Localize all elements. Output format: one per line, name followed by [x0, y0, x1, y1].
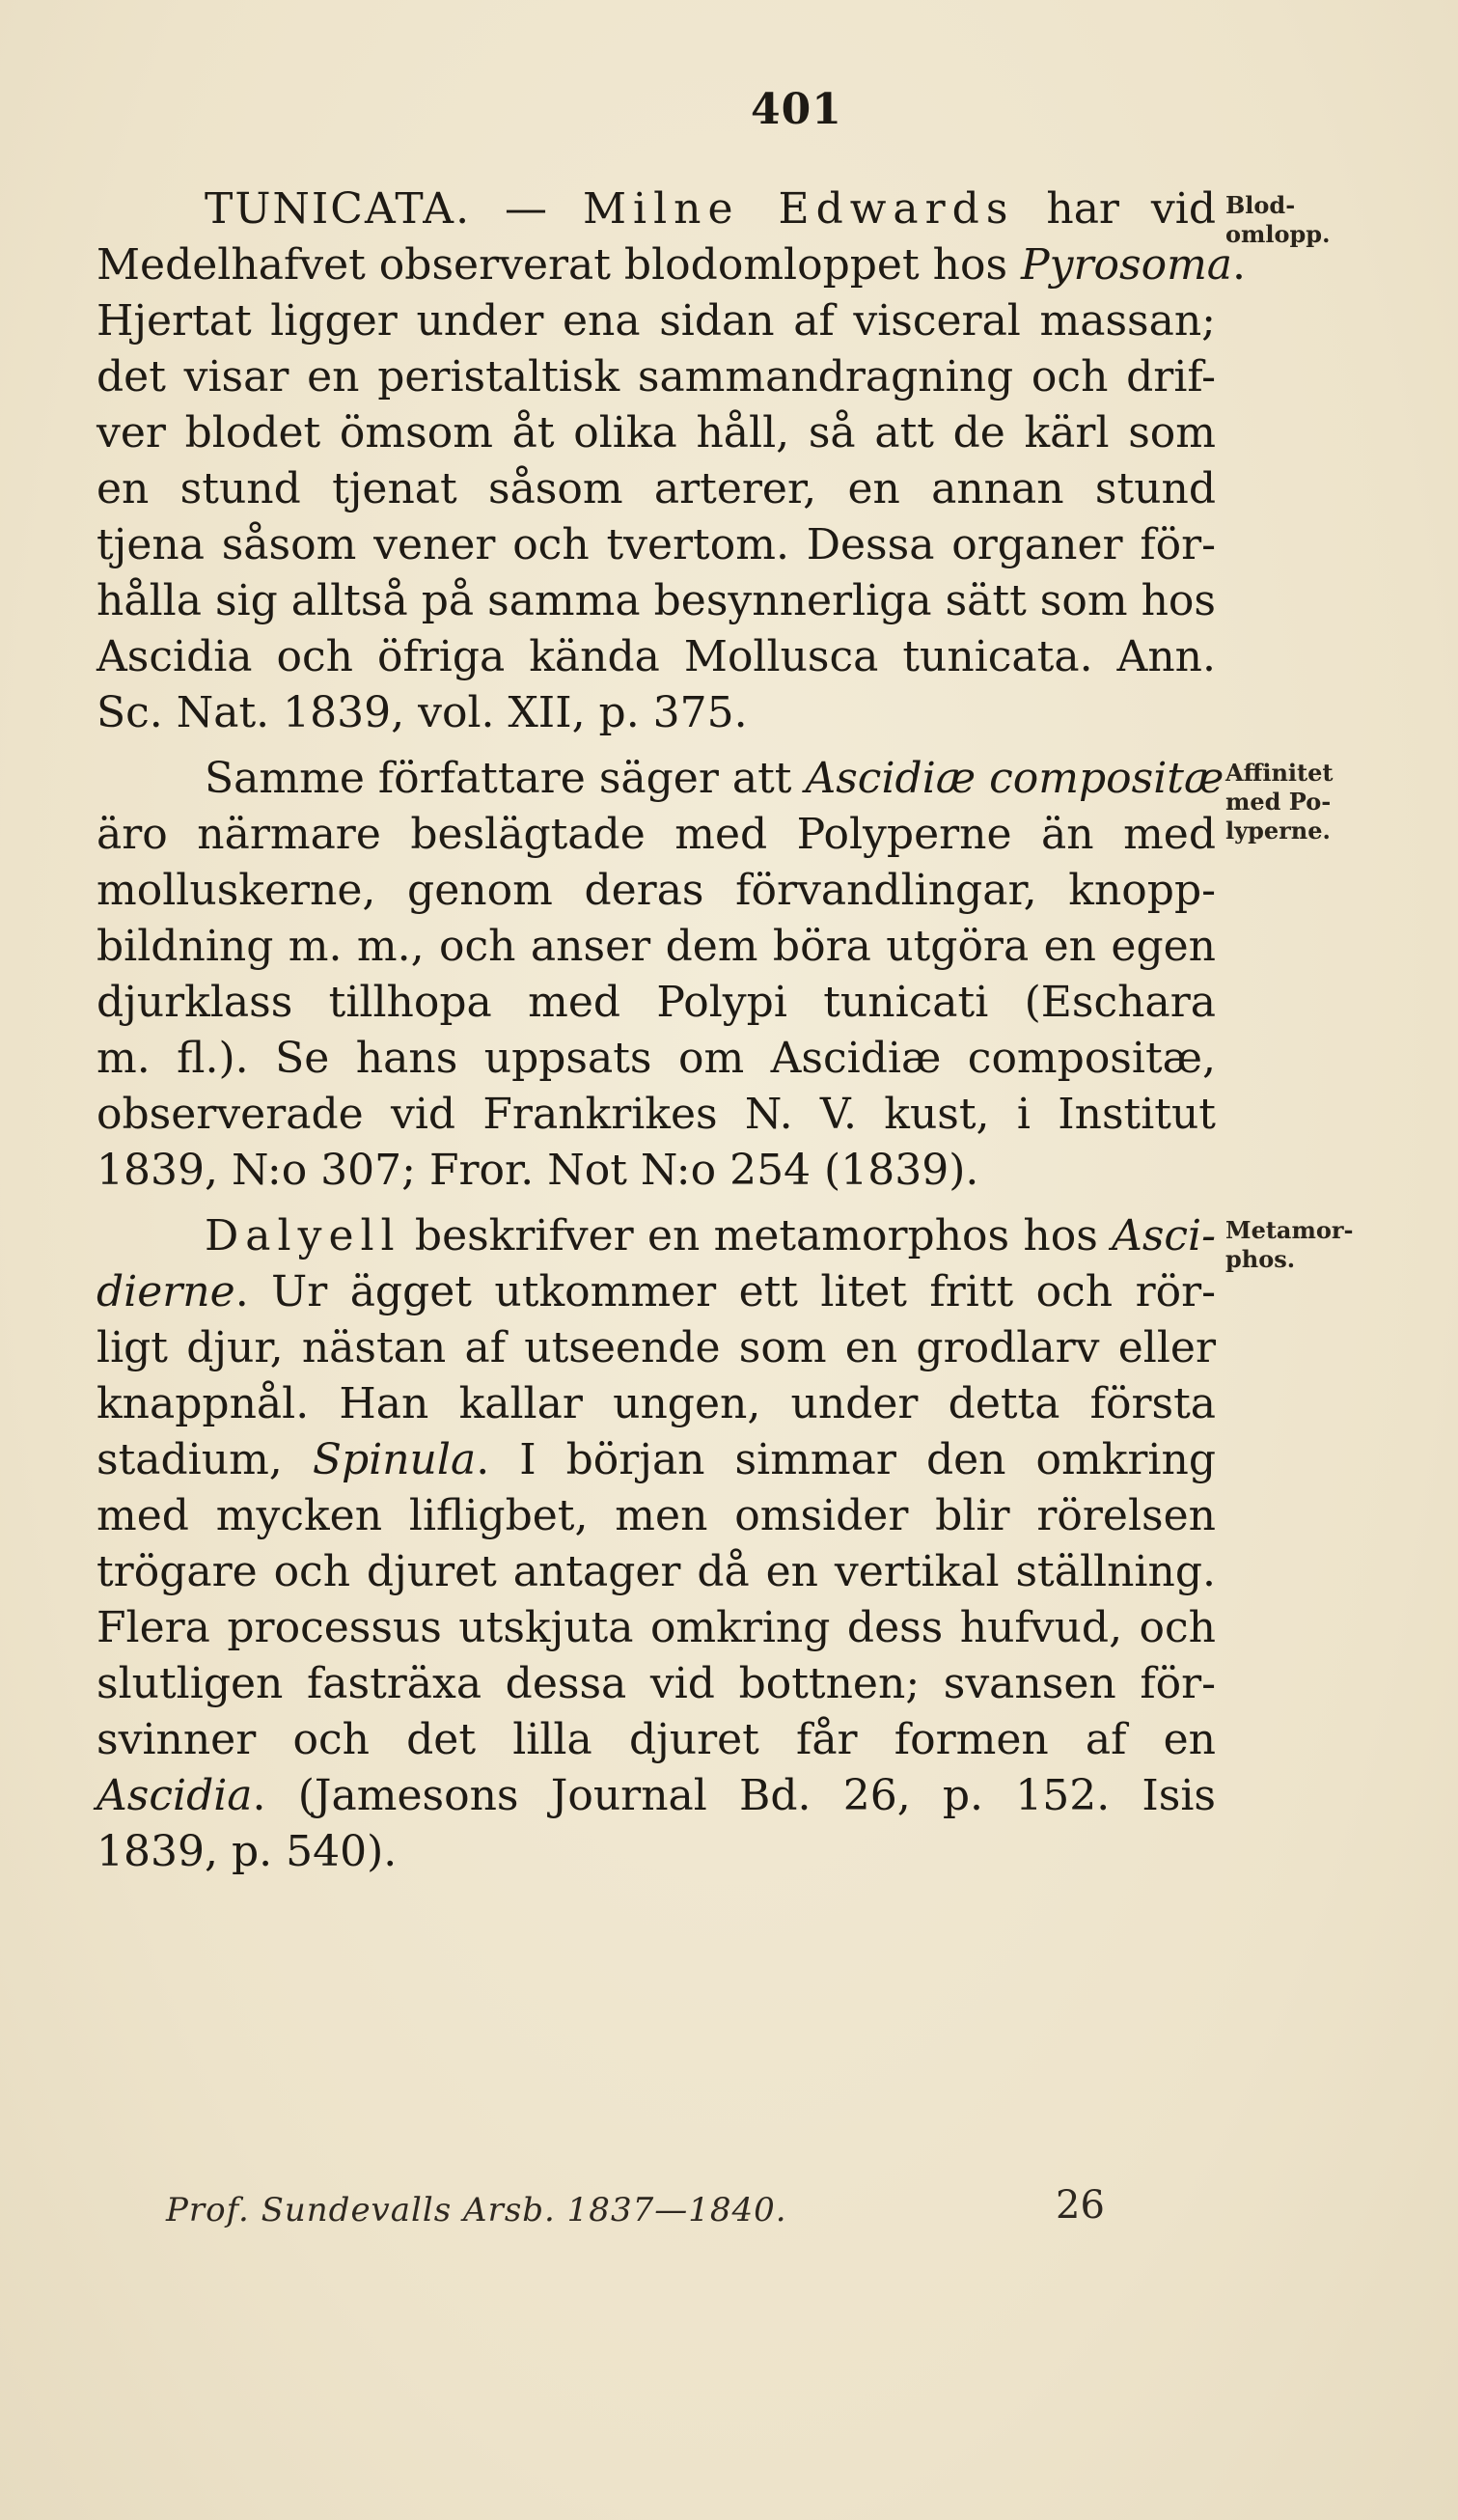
text-line: Ascidia och öfriga kända Mollusca tunicata. Ann. — [96, 632, 1216, 681]
margin-note-line: Affinitet — [1225, 759, 1334, 787]
text-line: med mycken lifligbet, men omsider blir rörelsen — [96, 1491, 1216, 1540]
text-line: trögare och djuret antager då en vertikal ställning. — [96, 1547, 1216, 1596]
margin-note-affinitet — [1225, 759, 1443, 845]
margin-note-line: Blod- — [1225, 191, 1296, 219]
author-name: Milne Edwards — [582, 184, 1015, 234]
margin-note-blodomlopp — [1225, 191, 1443, 249]
text-line — [96, 1432, 1216, 1488]
species-name: Ascidiæ compositæ — [805, 754, 1224, 803]
species-name: dierne — [96, 1267, 235, 1316]
text-line — [205, 751, 1224, 807]
text-line: 1839, p. 540). — [96, 1827, 398, 1876]
text-line: det visar en peristaltisk sammandragning och drif- — [96, 352, 1216, 402]
text-line: Hjertat ligger under ena sidan af visceral massan; — [96, 296, 1216, 346]
margin-note-line: lyperne. — [1225, 817, 1331, 845]
signature-mark: 26 — [1056, 2183, 1105, 2228]
text-line: knappnål. Han kallar ungen, under detta första — [96, 1379, 1216, 1428]
text-line: en stund tjenat såsom arterer, en annan stund — [96, 464, 1216, 513]
margin-note-line: omlopp. — [1225, 220, 1331, 248]
text-fragment: stadium, — [96, 1435, 313, 1484]
text-line: Sc. Nat. 1839, vol. XII, p. 375. — [96, 688, 748, 737]
text-line: observerade vid Frankrikes N. V. kust, i Institut — [96, 1090, 1216, 1139]
margin-note-line: phos. — [1225, 1245, 1296, 1273]
text-line: 1839, N:o 307; Fror. Not N:o 254 (1839). — [96, 1146, 979, 1195]
species-name: Ascidia — [96, 1771, 253, 1820]
text-line — [96, 1768, 1216, 1824]
margin-note-line: med Po- — [1225, 788, 1332, 816]
text-fragment: beskrifver en metamorphos hos — [400, 1211, 1113, 1260]
text-line: ver blodet ömsom åt olika håll, så att de kärl som — [96, 408, 1216, 457]
species-name: Pyrosoma — [1021, 240, 1233, 290]
text-line — [205, 181, 1216, 237]
section-heading: TUNICATA. — — [205, 184, 583, 234]
species-name: Spinula — [312, 1435, 477, 1484]
text-line: äro närmare beslägtade med Polyperne än med — [96, 810, 1216, 859]
text-line: m. fl.). Se hans uppsats om Ascidiæ compositæ, — [96, 1034, 1216, 1083]
text-fragment: . — [1232, 240, 1247, 290]
text-line: tjena såsom vener och tvertom. Dessa organer för- — [96, 520, 1216, 569]
text-fragment: Medelhafvet observerat blodomloppet hos — [96, 240, 1022, 290]
text-line: molluskerne, genom deras förvandlingar, knopp- — [96, 866, 1216, 915]
text-line — [205, 1208, 1216, 1264]
text-line: slutligen fasträxa dessa vid bottnen; svansen för- — [96, 1659, 1216, 1708]
text-line: bildning m. m., och anser dem böra utgöra en egen — [96, 922, 1216, 971]
text-line: hålla sig alltså på samma besynnerliga sätt som hos — [96, 576, 1216, 625]
text-fragment: . Ur ägget utkommer ett litet fritt och rör- — [234, 1267, 1216, 1316]
text-line — [96, 237, 1247, 293]
text-line: ligt djur, nästan af utseende som en grodlarv eller — [96, 1323, 1216, 1372]
footer-running-title: Prof. Sundevalls Arsb. 1837—1840. — [166, 2191, 787, 2229]
text-fragment: har vid — [1014, 184, 1216, 234]
text-line — [96, 1264, 1216, 1320]
margin-note-metamorphos — [1225, 1216, 1443, 1274]
text-fragment: Samme författare säger att — [205, 754, 806, 803]
species-name: Asci- — [1112, 1211, 1216, 1260]
margin-note-line: Metamor- — [1225, 1216, 1354, 1244]
text-fragment: . I början simmar den omkring — [476, 1435, 1217, 1484]
text-line: Flera processus utskjuta omkring dess hufvud, och — [96, 1603, 1216, 1652]
author-name: Dalyell — [205, 1211, 401, 1260]
page-number: 401 — [751, 85, 842, 134]
text-fragment: . (Jamesons Journal Bd. 26, p. 152. Isis — [252, 1771, 1216, 1820]
text-line: svinner och det lilla djuret får formen af en — [96, 1715, 1216, 1764]
text-line: djurklass tillhopa med Polypi tunicati (Eschara — [96, 978, 1216, 1027]
